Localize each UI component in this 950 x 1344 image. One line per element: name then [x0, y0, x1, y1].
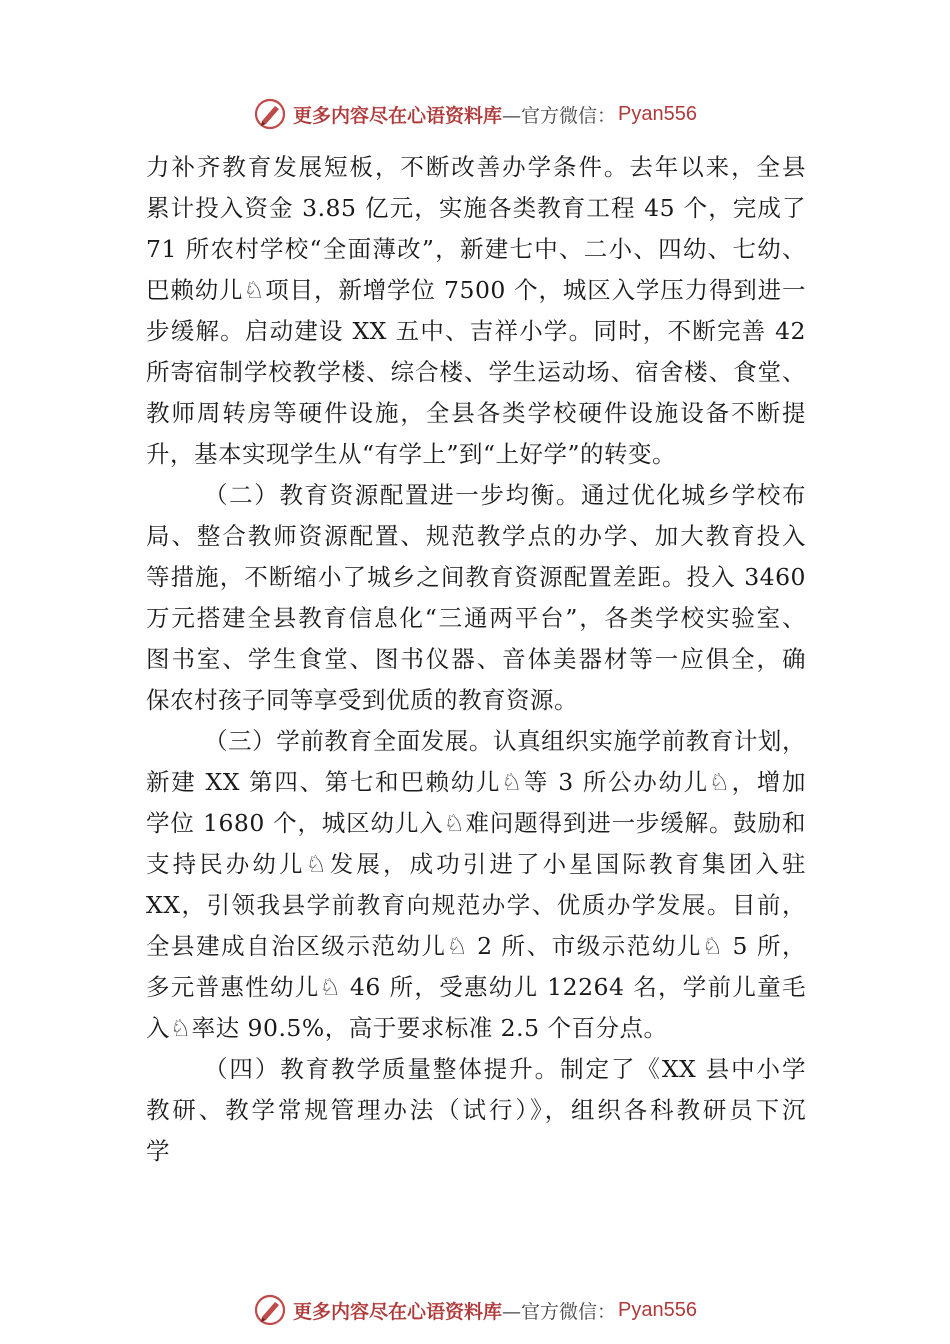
text-line: 保农村孩子同等享受到优质的教育资源。: [146, 686, 578, 714]
text-line: 全县建成自治区级示范幼儿♘ 2 所、市级示范幼儿♘ 5 所，: [146, 932, 806, 960]
paragraph-resource-allocation: [146, 475, 806, 721]
text-line: （三）学前教育全面发展。认真组织实施学前教育计划，: [204, 727, 806, 755]
text-line: 入♘率达 90.5%，高于要求标准 2.5 个百分点。: [146, 1014, 668, 1042]
text-line: 图书室、学生食堂、图书仪器、音体美器材等一应俱全，确: [146, 645, 806, 673]
text-line: 学: [146, 1137, 170, 1165]
text-line: 局、整合教师资源配置、规范教学点的办学、加大教育投入: [146, 522, 806, 550]
text-line: 所寄宿制学校教学楼、综合楼、学生运动场、宿舍楼、食堂、: [146, 358, 806, 386]
text-line: 学位 1680 个，城区幼儿入♘难问题得到进一步缓解。鼓励和: [146, 809, 806, 837]
watermark-wechat-id: Pyan556: [618, 102, 697, 125]
text-line: 教师周转房等硬件设施，全县各类学校硬件设施设备不断提: [146, 399, 806, 427]
text-line: 巴赖幼儿♘项目，新增学位 7500 个，城区入学压力得到进一: [146, 276, 806, 304]
text-line: 等措施，不断缩小了城乡之间教育资源配置差距。投入 3460: [146, 563, 806, 591]
text-line: 支持民办幼儿♘发展，成功引进了小星国际教育集团入驻: [146, 850, 806, 878]
text-line: 步缓解。启动建设 XX 五中、吉祥小学。同时，不断完善 42: [146, 317, 806, 345]
text-line: XX，引领我县学前教育向规范办学、优质办学发展。目前，: [146, 891, 806, 919]
watermark-main-text: 更多内容尽在心语资料库: [293, 1300, 503, 1323]
text-line: 力补齐教育发展短板，不断改善办学条件。去年以来，全县: [146, 153, 806, 181]
paragraph-preschool: [146, 721, 806, 1049]
pen-logo-icon: [253, 97, 287, 131]
text-line: 新建 XX 第四、第七和巴赖幼儿♘等 3 所公办幼儿♘，增加: [146, 768, 806, 796]
watermark-separator-text: —官方微信：: [502, 1300, 617, 1323]
footer-watermark: [0, 1290, 950, 1330]
watermark-wechat-id: Pyan556: [618, 1298, 697, 1321]
text-line: 71 所农村学校“全面薄改”，新建七中、二小、四幼、七幼、: [146, 235, 806, 263]
text-line: 教研、教学常规管理办法（试行）》，组织各科教研员下沉: [146, 1096, 806, 1124]
watermark-separator-text: —官方微信：: [502, 104, 617, 127]
text-line: （四）教育教学质量整体提升。制定了《XX 县中小学: [204, 1055, 806, 1083]
pen-logo-icon: [253, 1293, 287, 1327]
text-line: 万元搭建全县教育信息化“三通两平台”，各类学校实验室、: [146, 604, 806, 632]
watermark-main-text: 更多内容尽在心语资料库: [293, 104, 503, 127]
header-watermark: [0, 94, 950, 134]
text-line: 累计投入资金 3.85 亿元，实施各类教育工程 45 个，完成了: [146, 194, 806, 222]
text-line: （二）教育资源配置进一步均衡。通过优化城乡学校布: [204, 481, 806, 509]
paragraph-teaching-quality: [146, 1049, 806, 1172]
text-line: 升，基本实现学生从“有学上”到“上好学”的转变。: [146, 440, 677, 468]
document-body: [146, 147, 806, 1172]
paragraph-continuation: [146, 147, 806, 475]
text-line: 多元普惠性幼儿♘ 46 所，受惠幼儿 12264 名，学前儿童毛: [146, 973, 806, 1001]
